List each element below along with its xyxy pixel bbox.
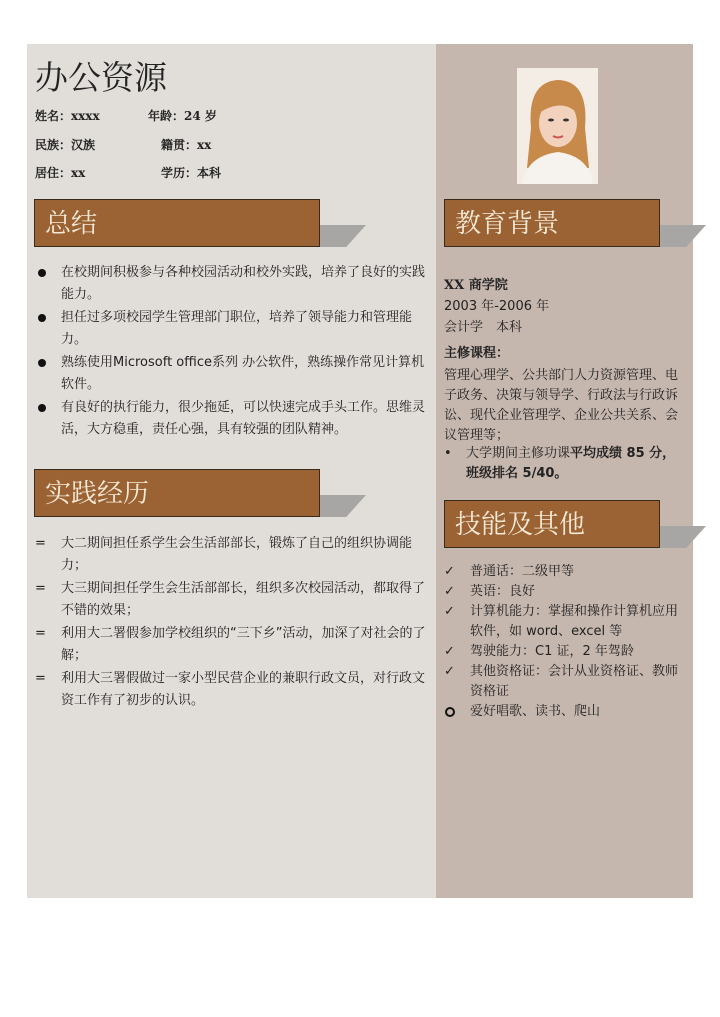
equals-bullet-icon: = xyxy=(35,671,46,686)
list-item: = 大二期间担任系学生会生活部部长，锻炼了自己的组织协调能力； xyxy=(35,533,430,577)
check-icon: ✓ xyxy=(444,604,455,619)
list-item: 有良好的执行能力，很少拖延，可以快速完成手头工作。思维灵活，大方稳重，责任心强，具有较强的团队精神。 xyxy=(35,397,430,441)
check-icon: ✓ xyxy=(444,584,455,599)
practice-list xyxy=(35,533,430,713)
info-origin: 籍贯：xx xyxy=(161,138,212,152)
major: 会计学 本科 xyxy=(444,320,523,335)
list-item: ✓ 普通话：二级甲等 xyxy=(444,562,680,582)
list-item: = 大三期间担任学生会生活部部长，组织多次校园活动，都取得了不错的效果； xyxy=(35,578,430,622)
practice-heading: 实践经历 xyxy=(34,469,320,517)
check-icon: ✓ xyxy=(444,644,455,659)
bullet-icon xyxy=(38,359,46,367)
list-item: 熟练使用Microsoft office系列 办公软件，熟练操作常见计算机软件。 xyxy=(35,352,430,396)
check-icon: ✓ xyxy=(444,664,455,679)
summary-heading: 总结 xyxy=(34,199,320,247)
courses-text: 管理心理学、公共部门人力资源管理、电子政务、决策与领导学、行政法与行政诉讼、现代企业管理学、企业公共关系、会议管理等； xyxy=(444,368,679,443)
list-item: ✓ 计算机能力：掌握和操作计算机应用软件，如 word、excel 等 xyxy=(444,604,679,639)
info-ethnicity: 民族：汉族 xyxy=(35,138,96,152)
skills-heading: 技能及其他 xyxy=(444,500,660,548)
equals-bullet-icon: = xyxy=(35,536,46,551)
list-item: ✓ 其他资格证：会计从业资格证、教师资格证 xyxy=(444,664,679,699)
circle-bullet-icon xyxy=(445,707,455,717)
grade-item: • 大学期间主修功课平均成绩 85 分，班级排名 5/40。 xyxy=(444,446,676,481)
bullet-icon xyxy=(38,314,46,322)
list-item: 爱好唱歌、读书、爬山 xyxy=(444,702,680,722)
education-heading: 教育背景 xyxy=(444,199,660,247)
summary-list xyxy=(35,262,430,442)
info-residence: 居住：xx xyxy=(35,166,86,180)
check-icon: ✓ xyxy=(444,564,455,579)
courses-label: 主修课程： xyxy=(444,346,510,361)
list-item: ✓ 英语：良好 xyxy=(444,582,680,602)
bullet-icon xyxy=(38,404,46,412)
school-name: XX 商学院 xyxy=(444,278,508,293)
info-education: 学历：本科 xyxy=(161,166,222,180)
bullet-icon xyxy=(38,269,46,277)
equals-bullet-icon: = xyxy=(35,581,46,596)
bullet-icon: • xyxy=(444,446,452,461)
list-item: 担任过多项校园学生管理部门职位，培养了领导能力和管理能力。 xyxy=(35,307,430,351)
study-period: 2003 年-2006 年 xyxy=(444,299,550,314)
skills-list xyxy=(444,562,680,722)
info-name: 姓名：xxxx xyxy=(35,109,100,123)
list-item: 在校期间积极参与各种校园活动和校外实践，培养了良好的实践能力。 xyxy=(35,262,430,306)
list-item: = 利用大二署假参加学校组织的“三下乡”活动，加深了对社会的了解； xyxy=(35,623,430,667)
list-item: = 利用大三署假做过一家小型民营企业的兼职行政文员，对行政文资工作有了初步的认识。 xyxy=(35,668,430,712)
page-title: 办公资源 xyxy=(35,58,167,97)
equals-bullet-icon: = xyxy=(35,626,46,641)
profile-photo xyxy=(517,68,598,184)
info-age: 年龄：24 岁 xyxy=(148,109,217,123)
list-item: ✓ 驾驶能力：C1 证，2 年驾龄 xyxy=(444,642,680,662)
